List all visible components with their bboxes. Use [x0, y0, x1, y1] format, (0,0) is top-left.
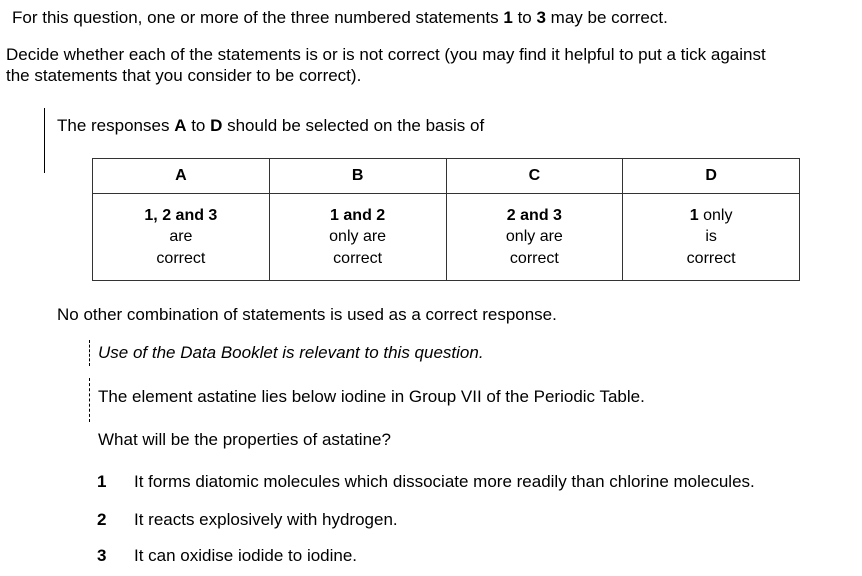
instruction-line-2: Decide whether each of the statements is or is not correct (you may find it helpful to put a tick against — [6, 45, 766, 64]
response-key-table — [92, 158, 800, 281]
statement-number-3: 3 — [536, 8, 546, 27]
header-d: D — [623, 159, 800, 194]
statement-number-1: 1 — [503, 8, 513, 27]
margin-dash-2 — [89, 378, 90, 422]
statement-3-number: 3 — [97, 546, 107, 565]
table-row — [93, 194, 800, 281]
statement-2-number: 2 — [97, 510, 107, 529]
statement-1-number: 1 — [97, 472, 107, 491]
header-a: A — [93, 159, 270, 194]
margin-dash-1 — [89, 340, 90, 366]
header-c: C — [446, 159, 623, 194]
question-prompt: What will be the properties of astatine? — [98, 430, 391, 449]
no-other-combination-note: No other combination of statements is used as a correct response. — [57, 305, 557, 324]
responses-intro: The responses A to D should be selected on the basis of — [57, 116, 485, 135]
question-stem: The element astatine lies below iodine in Group VII of the Periodic Table. — [98, 387, 645, 406]
cell-a: 1, 2 and 3 are correct — [93, 194, 270, 281]
margin-rule — [44, 108, 45, 173]
cell-c: 2 and 3 only are correct — [446, 194, 623, 281]
data-booklet-note: Use of the Data Booklet is relevant to this question. — [98, 343, 484, 362]
statement-1-text: It forms diatomic molecules which dissociate more readily than chlorine molecules. — [134, 472, 755, 491]
instruction-line-3: the statements that you consider to be correct). — [6, 66, 362, 85]
statement-2-text: It reacts explosively with hydrogen. — [134, 510, 398, 529]
header-b: B — [269, 159, 446, 194]
statement-3-text: It can oxidise iodide to iodine. — [134, 546, 358, 565]
cell-b: 1 and 2 only are correct — [269, 194, 446, 281]
instruction-paragraph — [6, 44, 766, 86]
table-header-row — [93, 159, 800, 194]
instruction-line-1: For this question, one or more of the three numbered statements 1 to 3 may be correct. — [12, 8, 668, 27]
cell-d: 1 only is correct — [623, 194, 800, 281]
